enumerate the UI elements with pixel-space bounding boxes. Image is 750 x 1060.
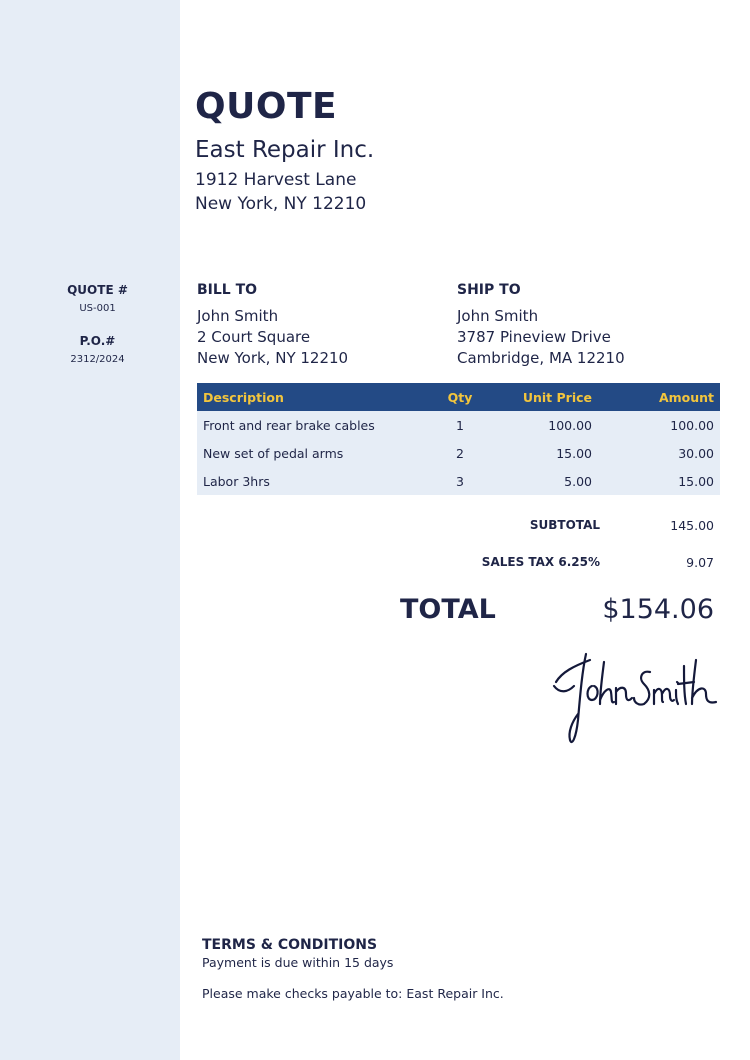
ship-to-line2: Cambridge, MA 12210 [457, 349, 625, 367]
table-row [197, 411, 720, 439]
cell-qty: 1 [434, 411, 486, 439]
table-row [197, 467, 720, 495]
bill-to-name: John Smith [197, 307, 279, 325]
cell-amount: 30.00 [598, 439, 720, 467]
cell-unit-price: 100.00 [486, 411, 598, 439]
cell-unit-price: 5.00 [486, 467, 598, 495]
po-number-label: P.O.# [79, 334, 116, 348]
ship-to-label: SHIP TO [457, 282, 521, 298]
terms-section [202, 937, 504, 1001]
cell-unit-price: 15.00 [486, 439, 598, 467]
sales-tax-label: SALES TAX 6.25% [481, 555, 600, 569]
po-number-value: 2312/2024 [70, 354, 125, 365]
quote-number-value: US-001 [79, 303, 116, 314]
terms-line2: Please make checks payable to: East Repair Inc. [202, 986, 504, 1001]
subtotal-label: SUBTOTAL [529, 518, 600, 532]
header-amount: Amount [658, 389, 714, 405]
bill-to-line1: 2 Court Square [197, 328, 311, 346]
terms-line1: Payment is due within 15 days [202, 955, 394, 970]
cell-qty: 2 [434, 439, 486, 467]
sales-tax-value: 9.07 [686, 555, 714, 570]
cell-description: Front and rear brake cables [197, 411, 434, 439]
header-description: Description [203, 389, 284, 405]
ship-to-line1: 3787 Pineview Drive [457, 328, 611, 346]
header-qty: Qty [447, 389, 473, 405]
company-name: East Repair Inc. [195, 137, 375, 163]
company-address-line1: 1912 Harvest Lane [195, 170, 357, 190]
ship-to-name: John Smith [457, 307, 539, 325]
quote-number-block [0, 283, 195, 314]
cell-description: New set of pedal arms [197, 439, 434, 467]
company-address-line2: New York, NY 12210 [195, 194, 367, 214]
total-value: $154.06 [602, 594, 714, 625]
cell-amount: 15.00 [598, 467, 720, 495]
total-label: TOTAL [400, 594, 496, 625]
bill-to-label: BILL TO [197, 282, 258, 298]
ship-to-block [457, 282, 697, 369]
document-title: QUOTE [195, 86, 338, 127]
line-items-table [197, 383, 720, 495]
subtotal-value: 145.00 [670, 518, 714, 533]
cell-amount: 100.00 [598, 411, 720, 439]
bill-to-line2: New York, NY 12210 [197, 349, 349, 367]
po-number-block [0, 334, 195, 365]
cell-qty: 3 [434, 467, 486, 495]
sidebar [0, 0, 180, 1060]
bill-to-block [197, 282, 437, 369]
quote-number-label: QUOTE # [67, 283, 128, 297]
signature-image [548, 642, 723, 752]
cell-description: Labor 3hrs [197, 467, 434, 495]
table-row [197, 439, 720, 467]
header-unit-price: Unit Price [522, 389, 592, 405]
terms-heading: TERMS & CONDITIONS [202, 937, 378, 953]
table-header-row [197, 383, 720, 411]
